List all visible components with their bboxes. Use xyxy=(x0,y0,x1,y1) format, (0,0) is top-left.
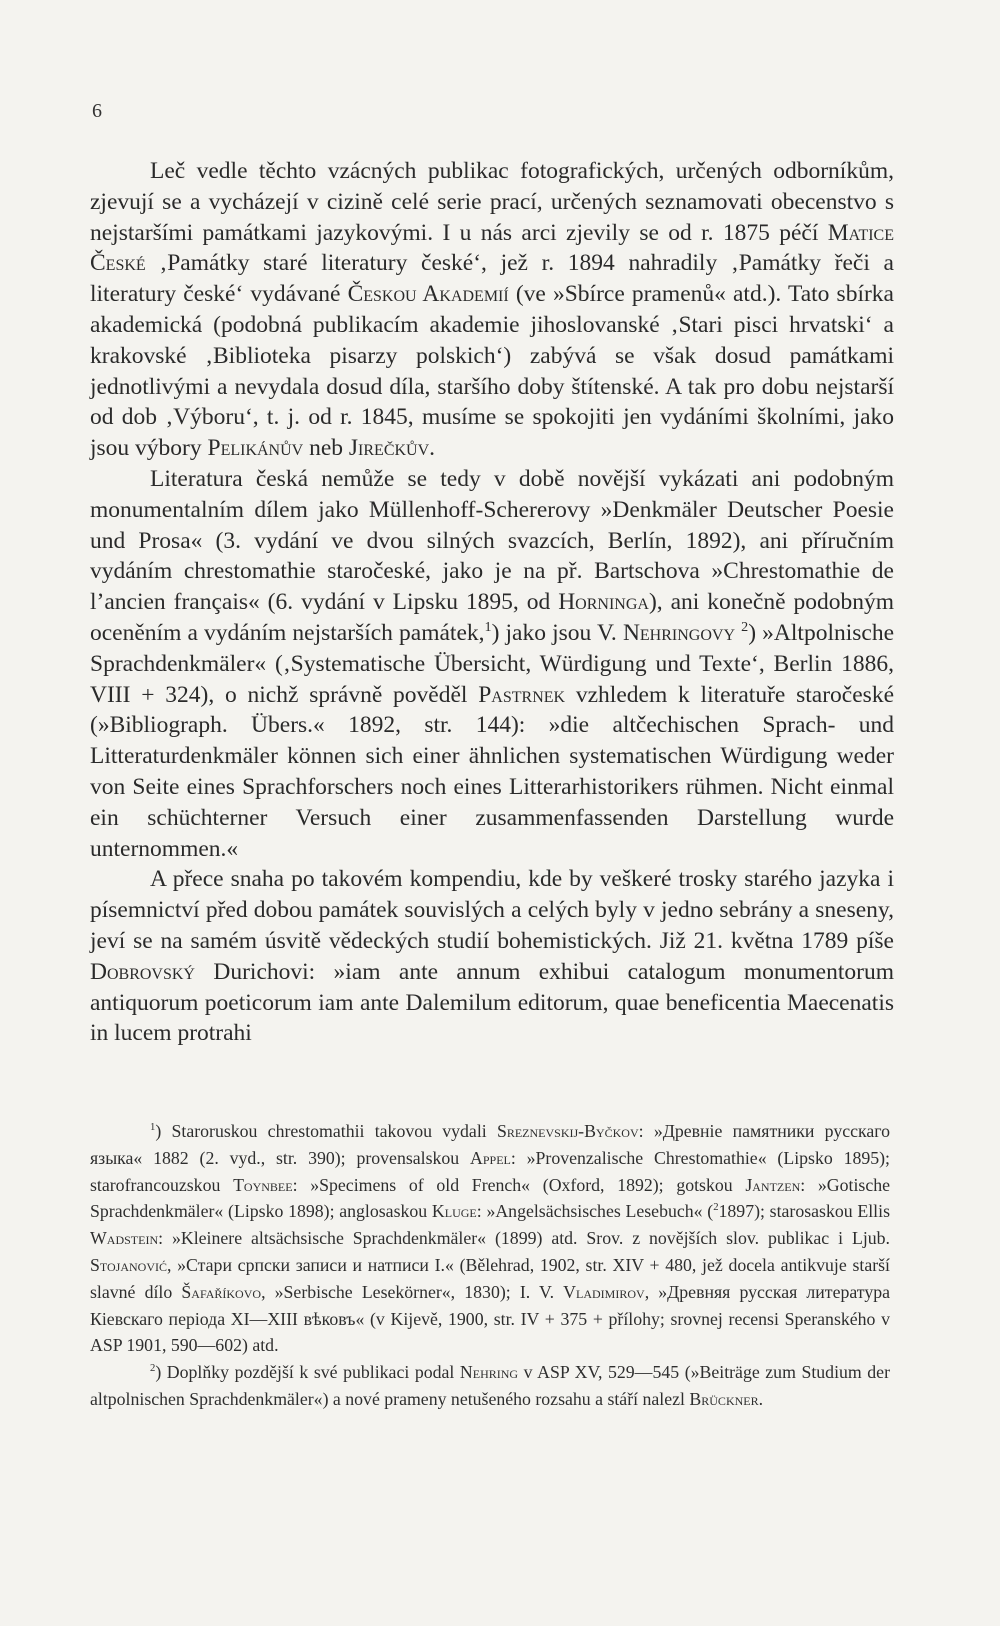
footnote-ref: 2 xyxy=(150,1362,156,1375)
text-span: , »Древняя русская литература Кіевскаго періода XI—XIII вѣковъ« (v Kijevě, 1900, str. IV + 375 + přílohy; srovnej recensi Speranského v ASP 1901, 590—602) atd. xyxy=(90,1281,890,1356)
text-span: ‚Památky staré literatury české‘, jež r. 1894 nahradily ‚Památky řeči a literatury české‘ vydávané xyxy=(90,250,894,308)
author-name: Stojanović xyxy=(90,1254,168,1275)
text-span: A přece snaha po takovém kompendiu, kde by veškeré trosky starého jazyka i písemnictví před dobou památek souvislých a celých byly v jedno sebrány a sneseny, jeví se na samém úsvitě vědeckých studií bohemistických. Již 21. května 1789 píše xyxy=(90,866,894,954)
paragraph xyxy=(90,156,894,464)
paragraph xyxy=(90,464,894,864)
author-name: Nehring xyxy=(459,1362,519,1383)
text-span: 1897); starosaskou Ellis xyxy=(718,1201,890,1222)
text-span: . xyxy=(429,435,436,462)
text-span: , »Serbische Lesekörner«, 1830); I. V. xyxy=(261,1281,564,1302)
text-span: : »Provenzalische Chrestomathie« (Lipsko 1895); starofrancouzskou xyxy=(90,1147,890,1195)
text-span: Leč vedle těchto vzácných publikac fotografických, určených odborníkům, zjevují se a vycházejí v cizině celé serie prací, určených seznamovati obecenstvo s nejstaršími památkami jazykovými. I u nás arci zjevily se od r. 1875 péčí xyxy=(90,158,894,246)
footnote-ref: 2 xyxy=(741,619,749,636)
text-span: ) jako jsou V. xyxy=(491,619,623,646)
author-name: Dobrovský xyxy=(90,958,195,985)
text-span: (ve »Sbírce pramenů« atd.). Tato sbírka akademická (podobná publikacím akademie jihoslovanské ‚Stari pisci hrvatski‘ a krakovské ‚Biblioteka pisarzy polskich‘) zabývá se však dosud památkami jednotlivými a nevydala dosud díla, staršího doby štítenské. A tak pro dobu nejstarší od dob ‚Výboru‘, t. j. od r. 1845, musíme se spokojiti jen vydáními školními, jako jsou výbory xyxy=(90,281,894,462)
text-span: ) Doplňky pozdější k své publikaci podal xyxy=(155,1362,460,1383)
page-number: 6 xyxy=(92,100,102,122)
footnote xyxy=(90,1118,890,1359)
author-name: Pastrnek xyxy=(478,681,566,708)
main-text xyxy=(90,156,894,1049)
author-name: Jirečkův xyxy=(348,435,430,462)
author-name: Matice České xyxy=(90,219,894,277)
author-name: Pelikánův xyxy=(207,435,304,462)
author-name: Wadstein xyxy=(90,1228,159,1249)
author-name: Nehringovy xyxy=(622,619,736,646)
text-span: ) »Altpolnische Sprachdenkmäler« (‚Systematische Übersicht, Würdigung und Texte‘, Berlin 1886, VIII + 324), o nichž správně pověděl xyxy=(90,619,895,708)
text-span: : »Specimens of old French« (Oxford, 1892); gotskou xyxy=(292,1174,746,1195)
author-name: Jantzen xyxy=(745,1174,801,1195)
author-name: Brückner xyxy=(689,1388,759,1409)
text-span: Durichovi: »iam ante annum exhibui catalogum monumentorum antiquorum poeticorum iam ante Dalemilum editorum, quae beneficentia Maecenatis in lucem protrahi xyxy=(90,958,894,1047)
text-span: : »Angelsächsisches Lesebuch« ( xyxy=(476,1201,714,1222)
footnotes xyxy=(90,1118,890,1413)
author-name: Šafaříkovo xyxy=(181,1281,262,1302)
text-span: ), ani konečně podobným oceněním a vydáním nejstarších památek, xyxy=(90,589,895,646)
text-span: : »Древніе памятники русскаго языка« 1882 (2. vyd., str. 390); provensalskou xyxy=(90,1121,890,1168)
footnote-ref: 1 xyxy=(484,619,492,636)
author-name: Sreznevskij-Byčkov xyxy=(496,1121,639,1141)
author-name: Toynbee xyxy=(233,1174,293,1195)
footnote xyxy=(90,1359,890,1413)
text-span: v ASP XV, 529—545 (»Beiträge zum Studium der altpolnischen Sprachdenkmäler«) a nové prameny netušeného rozsahu a stáří nalezl xyxy=(90,1362,890,1409)
footnote-ref: 2 xyxy=(713,1201,719,1214)
author-name: Horninga xyxy=(558,589,649,616)
text-span: , »Стари српски записи и натписи I.« (Bělehrad, 1902, str. XIV + 480, jež docela antikvuje starší slavné dílo xyxy=(90,1254,890,1302)
text-span: neb xyxy=(303,435,349,462)
author-name: Vladimirov xyxy=(563,1281,645,1302)
author-name: Appel xyxy=(470,1147,511,1168)
author-name: Českou Akademií xyxy=(347,281,509,308)
paragraph xyxy=(90,864,894,1049)
text-span: ) Staroruskou chrestomathii takovou vydali xyxy=(155,1121,497,1141)
text-span: . xyxy=(758,1388,764,1409)
text-span: : »Kleinere altsächsische Sprachdenkmäler« (1899) atd. Srov. z novějších slov. publikac i Ljub. xyxy=(158,1228,890,1249)
text-span: vzhledem k literatuře staročeské (»Bibliograph. Übers.« 1892, str. 144): »die altčechischen Sprach- und Litteraturdenkmäler können sich einer ähnlichen systematischen Würdigung weder von Seite eines Sprachforschers noch eines Litterarhistorikers rühmen. Nicht einmal ein schüchterner Versuch einer zusammenfassenden Darstellung wurde unternommen.« xyxy=(90,681,894,862)
text-span: : »Gotische Sprachdenkmäler« (Lipsko 1898); anglosaskou xyxy=(90,1174,891,1222)
footnote-ref: 1 xyxy=(150,1121,156,1134)
author-name: Kluge xyxy=(431,1201,477,1222)
text-span: Literatura česká nemůže se tedy v době novější vykázati ani podobným monumentalním dílem jako Müllenhoff-Schererovy »Denkmäler Deutscher Poesie und Prosa« (3. vydání ve dvou silných svazcích, Berlín, 1892), ani příručním vydáním chrestomathie staročeské, jako je na př. Bartschova »Chrestomathie de l’ancien français« (6. vydání v Lipsku 1895, od xyxy=(90,465,894,616)
